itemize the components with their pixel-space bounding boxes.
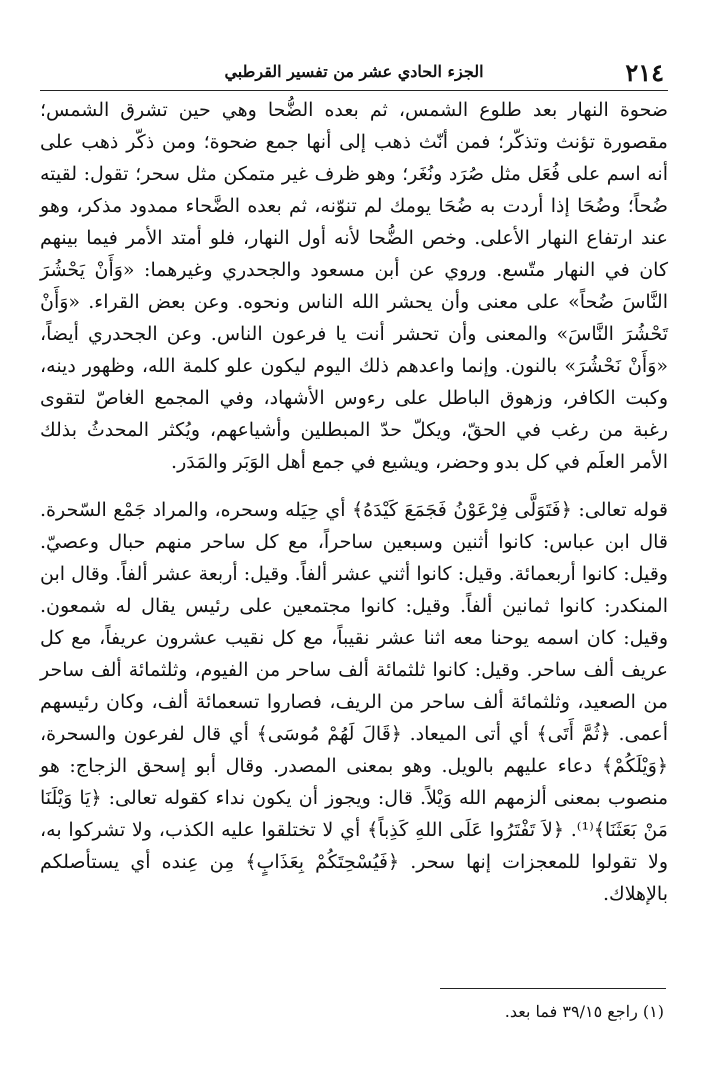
footnote: (١) راجع ٣٩/١٥ فما بعد. (504, 1002, 664, 1021)
paragraph-2: قوله تعالى: ﴿فَتَوَلَّى فِرْعَوْنُ فَجَمَعَ كَيْدَهُ﴾ أي حِيَله وسحره، والمراد جَمْع السّحرة. قال ابن عباس: كانوا أثنين وسبعين ساحراً، مع كل ساحر منهم حبال وعصيّ. وقيل: كانوا أربعمائة. وقيل: كانوا أثني عشر ألفاً. وقيل: أربعة عشر ألفاً. وقال ابن المنكدر: كانوا ثمانين ألفاً. وقيل: كانوا مجتمعين على رئيس يقال له شمعون. وقيل: كان اسمه يوحنا معه اثنا عشر نقيباً، مع كل نقيب عشرون عريفاً، مع كل عريف ألف ساحر. وقيل: كانوا ثلثمائة ألف ساحر من الفيوم، وثلثمائة ألف ساحر من الصعيد، وثلثمائة ألف ساحر من الريف، فصاروا تسعمائة ألف، وكان رئيسهم أعمى. ﴿ثُمَّ أَتَى﴾ أي أتى الميعاد. ﴿قَالَ لَهُمْ مُوسَى﴾ أي قال لفرعون والسحرة، ﴿وَيْلَكُمْ﴾ دعاء عليهم بالويل. وهو بمعنى المصدر. وقال أبو إسحق الزجاج: هو منصوب بمعنى ألزمهم الله وَيْلاً. قال: ويجوز أن يكون نداء كقوله تعالى: ﴿يَا وَيْلَنَا مَنْ بَعَثَنَا﴾⁽¹⁾. ﴿لاَ تَفْتَرُوا عَلَى اللهِ كَذِباً﴾ أي لا تختلقوا عليه الكذب، ولا تشركوا به، ولا تقولوا للمعجزات إنها سحر. ﴿فَيُسْحِتَكُمْ بِعَذَابٍ﴾ مِن عِنده أي يستأصلكم بالإهلاك. (40, 499, 668, 905)
paragraph-1: ضحوة النهار بعد طلوع الشمس، ثم بعده الضُّحا وهي حين تشرق الشمس؛ مقصورة تؤنث وتذكّر؛ فمن أنّث ذهب إلى أنها جمع ضحوة؛ ومن ذكّر ذهب على أنه اسم على فُعَل مثل صُرَد ونُغَر؛ وهو ظرف غير متمكن مثل سحر؛ تقول: لقيته ضُحاً؛ وضُحَا إذا أردت به ضُحَا يومك لم تنوّنه، ثم بعده الضَّحاء ممدود مذكر، وهو عند ارتفاع النهار الأعلى. وخص الضُّحا لأنه أول النهار، فلو أمتد الأمر فيما بينهم كان في النهار متّسع. وروي عن أبن مسعود والجحدري وغيرهما: «وَأَنْ يَحْشُرَ النَّاسَ ضُحاً» على معنى وأن يحشر الله الناس ونحوه. وعن بعض القراء. «وَأَنْ تَحْشُرَ النَّاسَ» والمعنى وأن تحشر أنت يا فرعون الناس. وعن الجحدري أيضاً، «وَأَنْ نَحْشُرَ» بالنون. وإنما واعدهم ذلك اليوم ليكون علو كلمة الله، وظهور دينه، وكبت الكافر، وزهوق الباطل على رءوس الأشهاد، وفي المجمع الغاصّ لتقوى رغبة من رغب في الحقّ، ويكلّ حدّ المبطلين وأشياعهم، ويُكثر المحدثُ بذلك الأمر العلَم في كل بدو وحضر، ويشيع في جمع أهل الوَبَر والمَدَر. (40, 99, 668, 473)
footnote-divider (440, 988, 666, 989)
main-text (40, 94, 668, 910)
page-number: ٢١٤ (625, 58, 664, 87)
running-title: الجزء الحادي عشر من تفسير القرطبي (224, 62, 484, 81)
page-header (40, 52, 668, 91)
